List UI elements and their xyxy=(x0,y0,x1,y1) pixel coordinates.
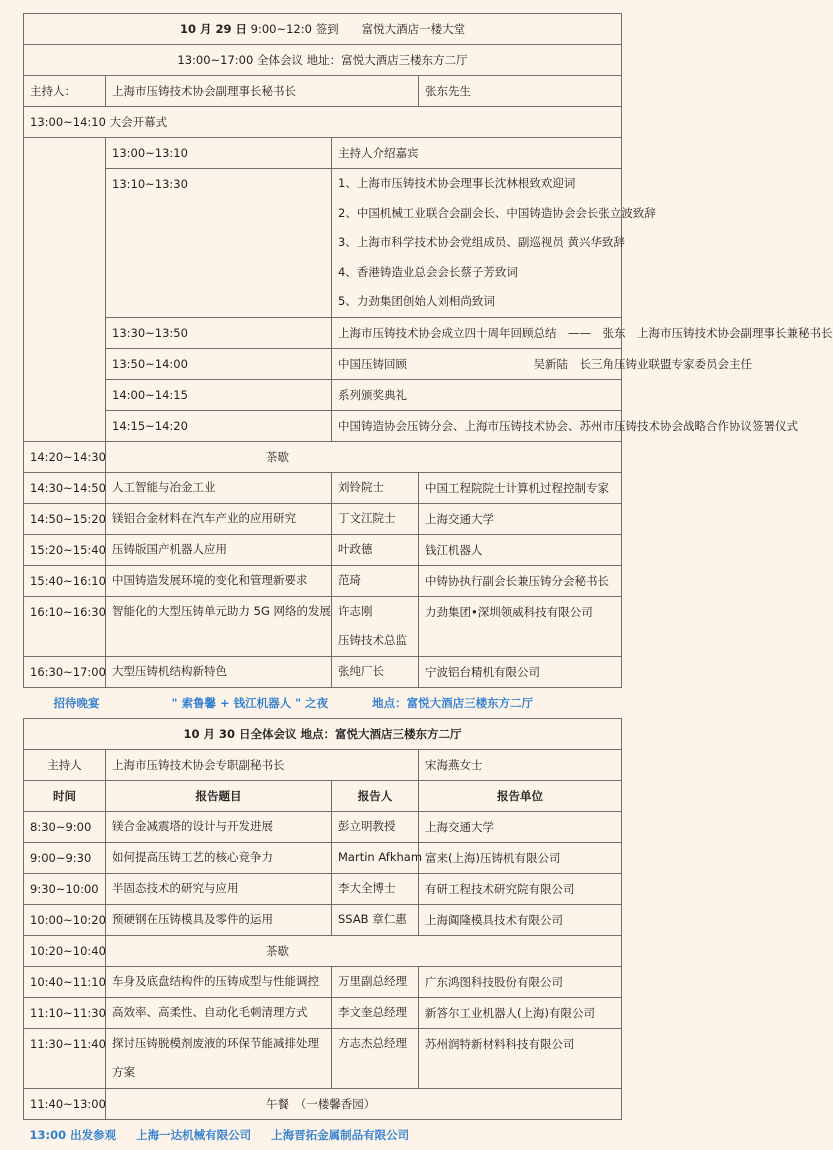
schedule-row xyxy=(24,410,622,441)
report-title xyxy=(106,472,332,503)
report-title xyxy=(106,997,332,1028)
report-title xyxy=(106,873,332,904)
report-speaker-line: 压铸技术总监 xyxy=(338,633,407,647)
banquet-banner xyxy=(24,687,622,718)
host-label: 主持人 xyxy=(24,749,106,780)
report-speaker-line: 李文奎总经理 xyxy=(338,1004,407,1019)
report-speaker xyxy=(332,873,419,904)
row-time: 10:20~10:40 xyxy=(24,935,106,966)
row-spacer xyxy=(24,169,106,318)
report-title-line: 镁合金减震塔的设计与开发进展 xyxy=(112,818,273,833)
report-speaker xyxy=(332,472,419,503)
speech-list xyxy=(332,169,656,318)
report-speaker-line: 许志刚 xyxy=(338,603,373,618)
column-title: 报告题目 xyxy=(106,780,332,811)
report-speaker-line: Martin Afkham xyxy=(338,849,423,864)
row-time: 14:15~14:20 xyxy=(106,410,332,441)
report-title xyxy=(106,842,332,873)
speech-item: 2、中国机械工业联合会副会长、中国铸造协会会长张立波致辞 xyxy=(338,205,656,220)
speech-item: 4、香港铸造业总会会长蔡子芳致词 xyxy=(338,264,518,279)
report-speaker-line: 李大全博士 xyxy=(338,880,396,895)
report-title-line: 高效率、高柔性、自动化毛刺清理方式 xyxy=(112,1004,308,1019)
report-speaker xyxy=(332,596,419,656)
report-speaker xyxy=(332,565,419,596)
report-speaker-line: 方志杰总经理 xyxy=(338,1035,407,1050)
report-unit: 苏州润特新材料科技有限公司 xyxy=(419,1028,622,1088)
report-unit: 有研工程技术研究院有限公司 xyxy=(419,873,622,904)
report-time: 11:30~11:40 xyxy=(24,1028,106,1088)
report-title xyxy=(106,565,332,596)
report-speaker-line: 范琦 xyxy=(338,572,361,587)
report-row xyxy=(24,472,622,503)
report-speaker-line: 彭立明教授 xyxy=(338,818,396,833)
report-title xyxy=(106,811,332,842)
report-speaker xyxy=(332,842,423,873)
lunch: 午餐 （一楼馨香园） xyxy=(106,1088,622,1119)
report-unit: 中铸协执行副会长兼压铸分会秘书长 xyxy=(419,565,622,596)
report-time: 10:00~10:20 xyxy=(24,904,106,935)
report-time: 14:30~14:50 xyxy=(24,472,106,503)
report-unit: 钱江机器人 xyxy=(419,534,622,565)
report-row xyxy=(24,656,622,687)
report-title xyxy=(106,656,332,687)
row-content: 上海市压铸技术协会成立四十周年回顾总结 —— 张东 上海市压铸技术协会副理事长兼秘书长 xyxy=(332,317,622,348)
day2-header-row xyxy=(24,718,622,749)
report-title-line: 方案 xyxy=(112,1065,135,1079)
day1-session-row xyxy=(24,45,622,76)
row-content: 中国压铸回顾 吴新陆 长三角压铸业联盟专家委员会主任 xyxy=(332,348,622,379)
day2-host-row xyxy=(24,749,622,780)
report-title xyxy=(106,904,332,935)
report-unit: 上海交通大学 xyxy=(419,503,622,534)
report-time: 16:30~17:00 xyxy=(24,656,106,687)
report-speaker xyxy=(332,811,419,842)
tea-break-row xyxy=(24,441,622,472)
report-time: 9:30~10:00 xyxy=(24,873,106,904)
row-spacer xyxy=(24,138,106,169)
row-time: 13:50~14:00 xyxy=(106,348,332,379)
report-title-line: 智能化的大型压铸单元助力 5G 网络的发展 xyxy=(112,603,332,618)
report-row xyxy=(24,811,622,842)
visit-company: 上海一达机械有限公司 xyxy=(136,1127,252,1142)
report-title-line: 半固态技术的研究与应用 xyxy=(112,880,239,895)
speech-item: 3、上海市科学技术协会党组成员、副巡视员 黄兴华致辞 xyxy=(338,235,625,249)
row-spacer xyxy=(24,410,106,441)
report-unit: 上海阗隆模具技术有限公司 xyxy=(419,904,622,935)
report-row xyxy=(24,1028,622,1088)
tea-break: 茶歇 xyxy=(106,935,622,966)
report-time: 15:20~15:40 xyxy=(24,534,106,565)
report-title-line: 压铸版国产机器人应用 xyxy=(112,541,227,556)
schedule-table xyxy=(23,13,833,1150)
report-title-line: 大型压铸机结构新特色 xyxy=(112,663,227,678)
day1-header: 10 月 29 日 9:00~12:0 签到 富悦大酒店一楼大堂 xyxy=(24,14,622,45)
row-content: 中国铸造协会压铸分会、上海市压铸技术协会、苏州市压铸技术协会战略合作协议签署仪式 xyxy=(332,410,622,441)
day1-session: 13:00~17:00 全体会议 地址：富悦大酒店三楼东方二厅 xyxy=(24,45,622,76)
day2-header: 10 月 30 日全体会议 地点：富悦大酒店三楼东方二厅 xyxy=(24,718,622,749)
schedule-row xyxy=(24,348,622,379)
report-title-line: 镁铝合金材料在汽车产业的应用研究 xyxy=(112,510,296,525)
host-title: 上海市压铸技术协会副理事长秘书长 xyxy=(106,76,419,107)
report-row xyxy=(24,842,622,873)
report-time: 8:30~9:00 xyxy=(24,811,106,842)
report-unit: 新答尔工业机器人(上海)有限公司 xyxy=(419,997,622,1028)
report-title-line: 车身及底盘结构件的压铸成型与性能调控 xyxy=(112,973,319,988)
report-time: 15:40~16:10 xyxy=(24,565,106,596)
schedule-row xyxy=(24,169,622,318)
report-row xyxy=(24,966,622,997)
host-name: 张东先生 xyxy=(419,76,622,107)
report-speaker xyxy=(332,534,419,565)
lunch-row xyxy=(24,1088,622,1119)
report-speaker-line: SSAB 章仁惠 xyxy=(338,911,407,926)
column-time: 时间 xyxy=(24,780,106,811)
report-title-line: 人工智能与冶金工业 xyxy=(112,479,216,494)
opening-title: 13:00~14:10 大会开幕式 xyxy=(24,107,622,138)
report-speaker xyxy=(332,656,419,687)
report-title xyxy=(106,966,332,997)
report-title-line: 中国铸造发展环境的变化和管理新要求 xyxy=(112,572,308,587)
report-title xyxy=(106,1028,332,1088)
report-speaker xyxy=(332,503,419,534)
opening-row xyxy=(24,107,622,138)
report-row xyxy=(24,873,622,904)
report-speaker-line: 刘铃院士 xyxy=(338,479,384,494)
day1-header-row xyxy=(24,14,622,45)
report-title xyxy=(106,534,332,565)
report-row xyxy=(24,596,622,656)
report-unit: 力劲集团•深圳领威科技有限公司 xyxy=(419,596,622,656)
row-time: 14:20~14:30 xyxy=(24,441,106,472)
speech-item: 5、力劲集团创始人刘相尚致词 xyxy=(338,294,495,308)
day1-host-row xyxy=(24,76,622,107)
row-content: 主持人介绍嘉宾 xyxy=(332,138,622,169)
report-row xyxy=(24,503,622,534)
row-spacer xyxy=(24,348,106,379)
row-time: 13:00~13:10 xyxy=(106,138,332,169)
report-time: 14:50~15:20 xyxy=(24,503,106,534)
host-label: 主持人： xyxy=(24,76,106,107)
report-title-line: 预硬钢在压铸模具及零件的运用 xyxy=(112,911,273,926)
report-speaker xyxy=(332,966,419,997)
row-time: 14:00~14:15 xyxy=(106,379,332,410)
row-time: 13:30~13:50 xyxy=(106,317,332,348)
report-title-line: 探讨压铸脱模剂废液的环保节能减排处理 xyxy=(112,1035,319,1050)
row-content: 系列颁奖典礼 xyxy=(332,379,622,410)
row-time: 13:10~13:30 xyxy=(106,169,332,318)
schedule-row xyxy=(24,379,622,410)
visit-company: 上海晋拓金属制品有限公司 xyxy=(271,1127,410,1142)
column-unit: 报告单位 xyxy=(419,780,622,811)
report-time: 11:10~11:30 xyxy=(24,997,106,1028)
banquet-title: " 索鲁馨 + 钱江机器人 " 之夜 xyxy=(171,695,329,710)
schedule-row xyxy=(24,317,622,348)
report-unit: 宁波铝台精机有限公司 xyxy=(419,656,622,687)
speech-item: 1、上海市压铸技术协会理事长沈林根致欢迎词 xyxy=(338,176,576,190)
report-row xyxy=(24,997,622,1028)
report-speaker xyxy=(332,1028,419,1088)
visit-banner xyxy=(24,1119,622,1150)
visit-row xyxy=(24,1119,622,1150)
report-speaker xyxy=(332,997,419,1028)
column-header-row xyxy=(24,780,622,811)
tea-break: 茶歇 xyxy=(106,441,622,472)
row-time: 11:40~13:00 xyxy=(24,1088,106,1119)
report-unit: 上海交通大学 xyxy=(419,811,622,842)
schedule-row xyxy=(24,138,622,169)
report-time: 16:10~16:30 xyxy=(24,596,106,656)
report-row xyxy=(24,534,622,565)
report-title-line: 如何提高压铸工艺的核心竞争力 xyxy=(112,849,273,864)
report-time: 9:00~9:30 xyxy=(24,842,106,873)
report-speaker xyxy=(332,904,419,935)
report-unit: 广东鸿图科技股份有限公司 xyxy=(419,966,622,997)
banquet-row xyxy=(24,687,622,718)
host-title: 上海市压铸技术协会专职副秘书长 xyxy=(106,749,419,780)
row-spacer xyxy=(24,317,106,348)
visit-time: 13:00 出发参观 xyxy=(29,1127,117,1142)
report-title xyxy=(106,503,332,534)
host-name: 宋海燕女士 xyxy=(419,749,622,780)
report-speaker-line: 叶政德 xyxy=(338,541,373,556)
report-speaker-line: 张纯厂长 xyxy=(338,663,384,678)
report-unit: 富来(上海)压铸机有限公司 xyxy=(419,842,622,873)
report-row xyxy=(24,565,622,596)
banquet-label: 招待晚宴 xyxy=(53,695,100,710)
report-time: 10:40~11:10 xyxy=(24,966,106,997)
tea-break-row xyxy=(24,935,622,966)
banquet-location: 地点：富悦大酒店三楼东方二厅 xyxy=(372,695,534,710)
report-speaker-line: 万里副总经理 xyxy=(338,973,407,988)
report-title xyxy=(106,596,332,656)
report-speaker-line: 丁文江院士 xyxy=(338,510,396,525)
column-speaker: 报告人 xyxy=(332,780,419,811)
row-spacer xyxy=(24,379,106,410)
report-row xyxy=(24,904,622,935)
report-unit: 中国工程院院士计算机过程控制专家 xyxy=(419,472,622,503)
